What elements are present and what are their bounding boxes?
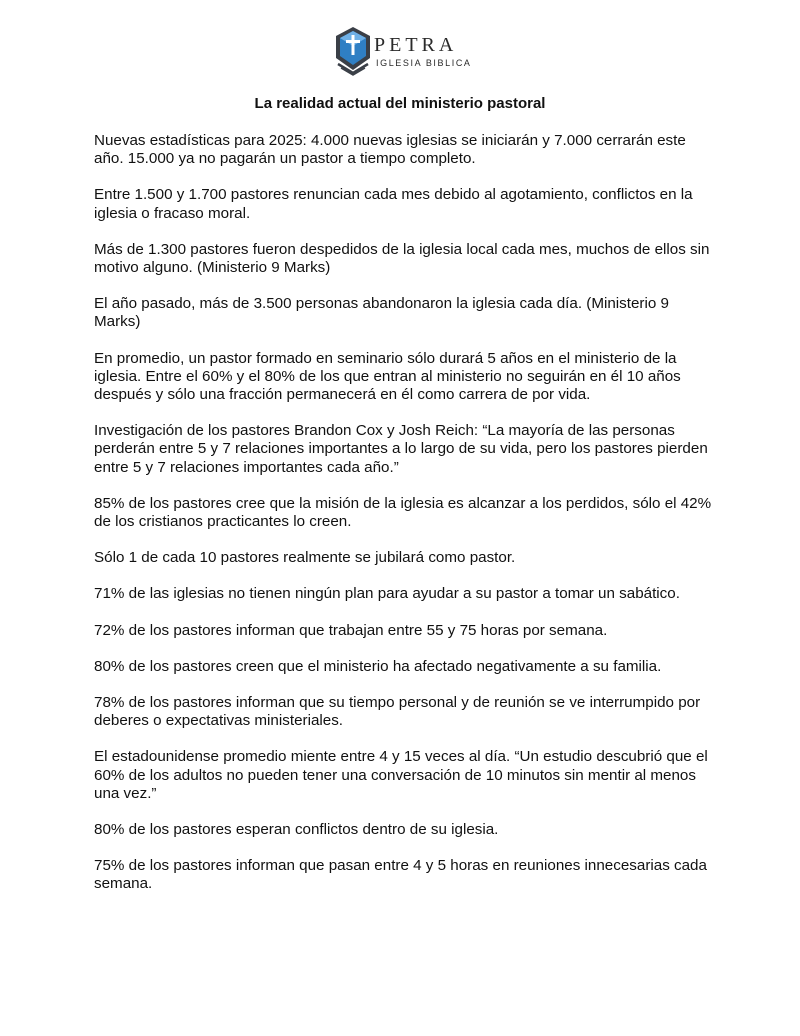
paragraph: 71% de las iglesias no tienen ningún plan para ayudar a su pastor a tomar un sabático. <box>94 585 680 603</box>
paragraph: El estadounidense promedio miente entre 4 y 15 veces al día. “Un estudio descubrió que el 60% de los adultos no pueden tener una conversación de 10 minutos sin mentir al menos una vez.” <box>94 748 708 802</box>
church-logo <box>334 26 474 78</box>
document-title: La realidad actual del ministerio pastoral <box>254 95 546 112</box>
paragraph: El año pasado, más de 3.500 personas abandonaron la iglesia cada día. (Ministerio 9 Marks) <box>94 295 669 331</box>
paragraph: 78% de los pastores informan que su tiempo personal y de reunión se ve interrumpido por deberes o expectativas ministeriales. <box>94 694 701 730</box>
paragraph: Sólo 1 de cada 10 pastores realmente se jubilará como pastor. <box>94 549 516 567</box>
paragraph: 75% de los pastores informan que pasan entre 4 y 5 horas en reuniones innecesarias cada semana. <box>94 857 707 893</box>
paragraph: 72% de los pastores informan que trabajan entre 55 y 75 horas por semana. <box>94 621 608 639</box>
document-body <box>94 132 714 912</box>
paragraph: 85% de los pastores cree que la misión de la iglesia es alcanzar a los perdidos, sólo el 42% de los cristianos practicantes lo creen. <box>94 494 712 531</box>
logo-subtitle: IGLESIA BIBLICA <box>376 58 472 68</box>
paragraph: En promedio, un pastor formado en seminario sólo durará 5 años en el ministerio de la iglesia. Entre el 60% y el 80% de los que entran al ministerio no seguirán en él 10 años después y sólo una fracción permanecerá en él como carrera de por vida. <box>94 349 681 404</box>
paragraph: 80% de los pastores esperan conflictos dentro de su iglesia. <box>94 821 499 839</box>
paragraph: Más de 1.300 pastores fueron despedidos de la iglesia local cada mes, muchos de ellos sin motivo alguno. (Ministerio 9 Marks) <box>94 240 710 277</box>
logo-name: PETRA <box>374 34 458 56</box>
paragraph: Investigación de los pastores Brandon Cox y Josh Reich: “La mayoría de las personas perderán entre 5 y 7 relaciones importantes a lo largo de su vida, pero los pastores pierden entre 5 y 7 relaciones importantes cada año.” <box>94 422 708 476</box>
paragraph: 80% de los pastores creen que el ministerio ha afectado negativamente a su familia. <box>94 657 662 675</box>
paragraph: Entre 1.500 y 1.700 pastores renuncian cada mes debido al agotamiento, conflictos en la iglesia o fracaso moral. <box>94 186 693 222</box>
petra-shield-icon <box>334 26 372 76</box>
paragraph: Nuevas estadísticas para 2025: 4.000 nuevas iglesias se iniciarán y 7.000 cerrarán este año. 15.000 ya no pagarán un pastor a tiempo completo. <box>94 132 686 168</box>
